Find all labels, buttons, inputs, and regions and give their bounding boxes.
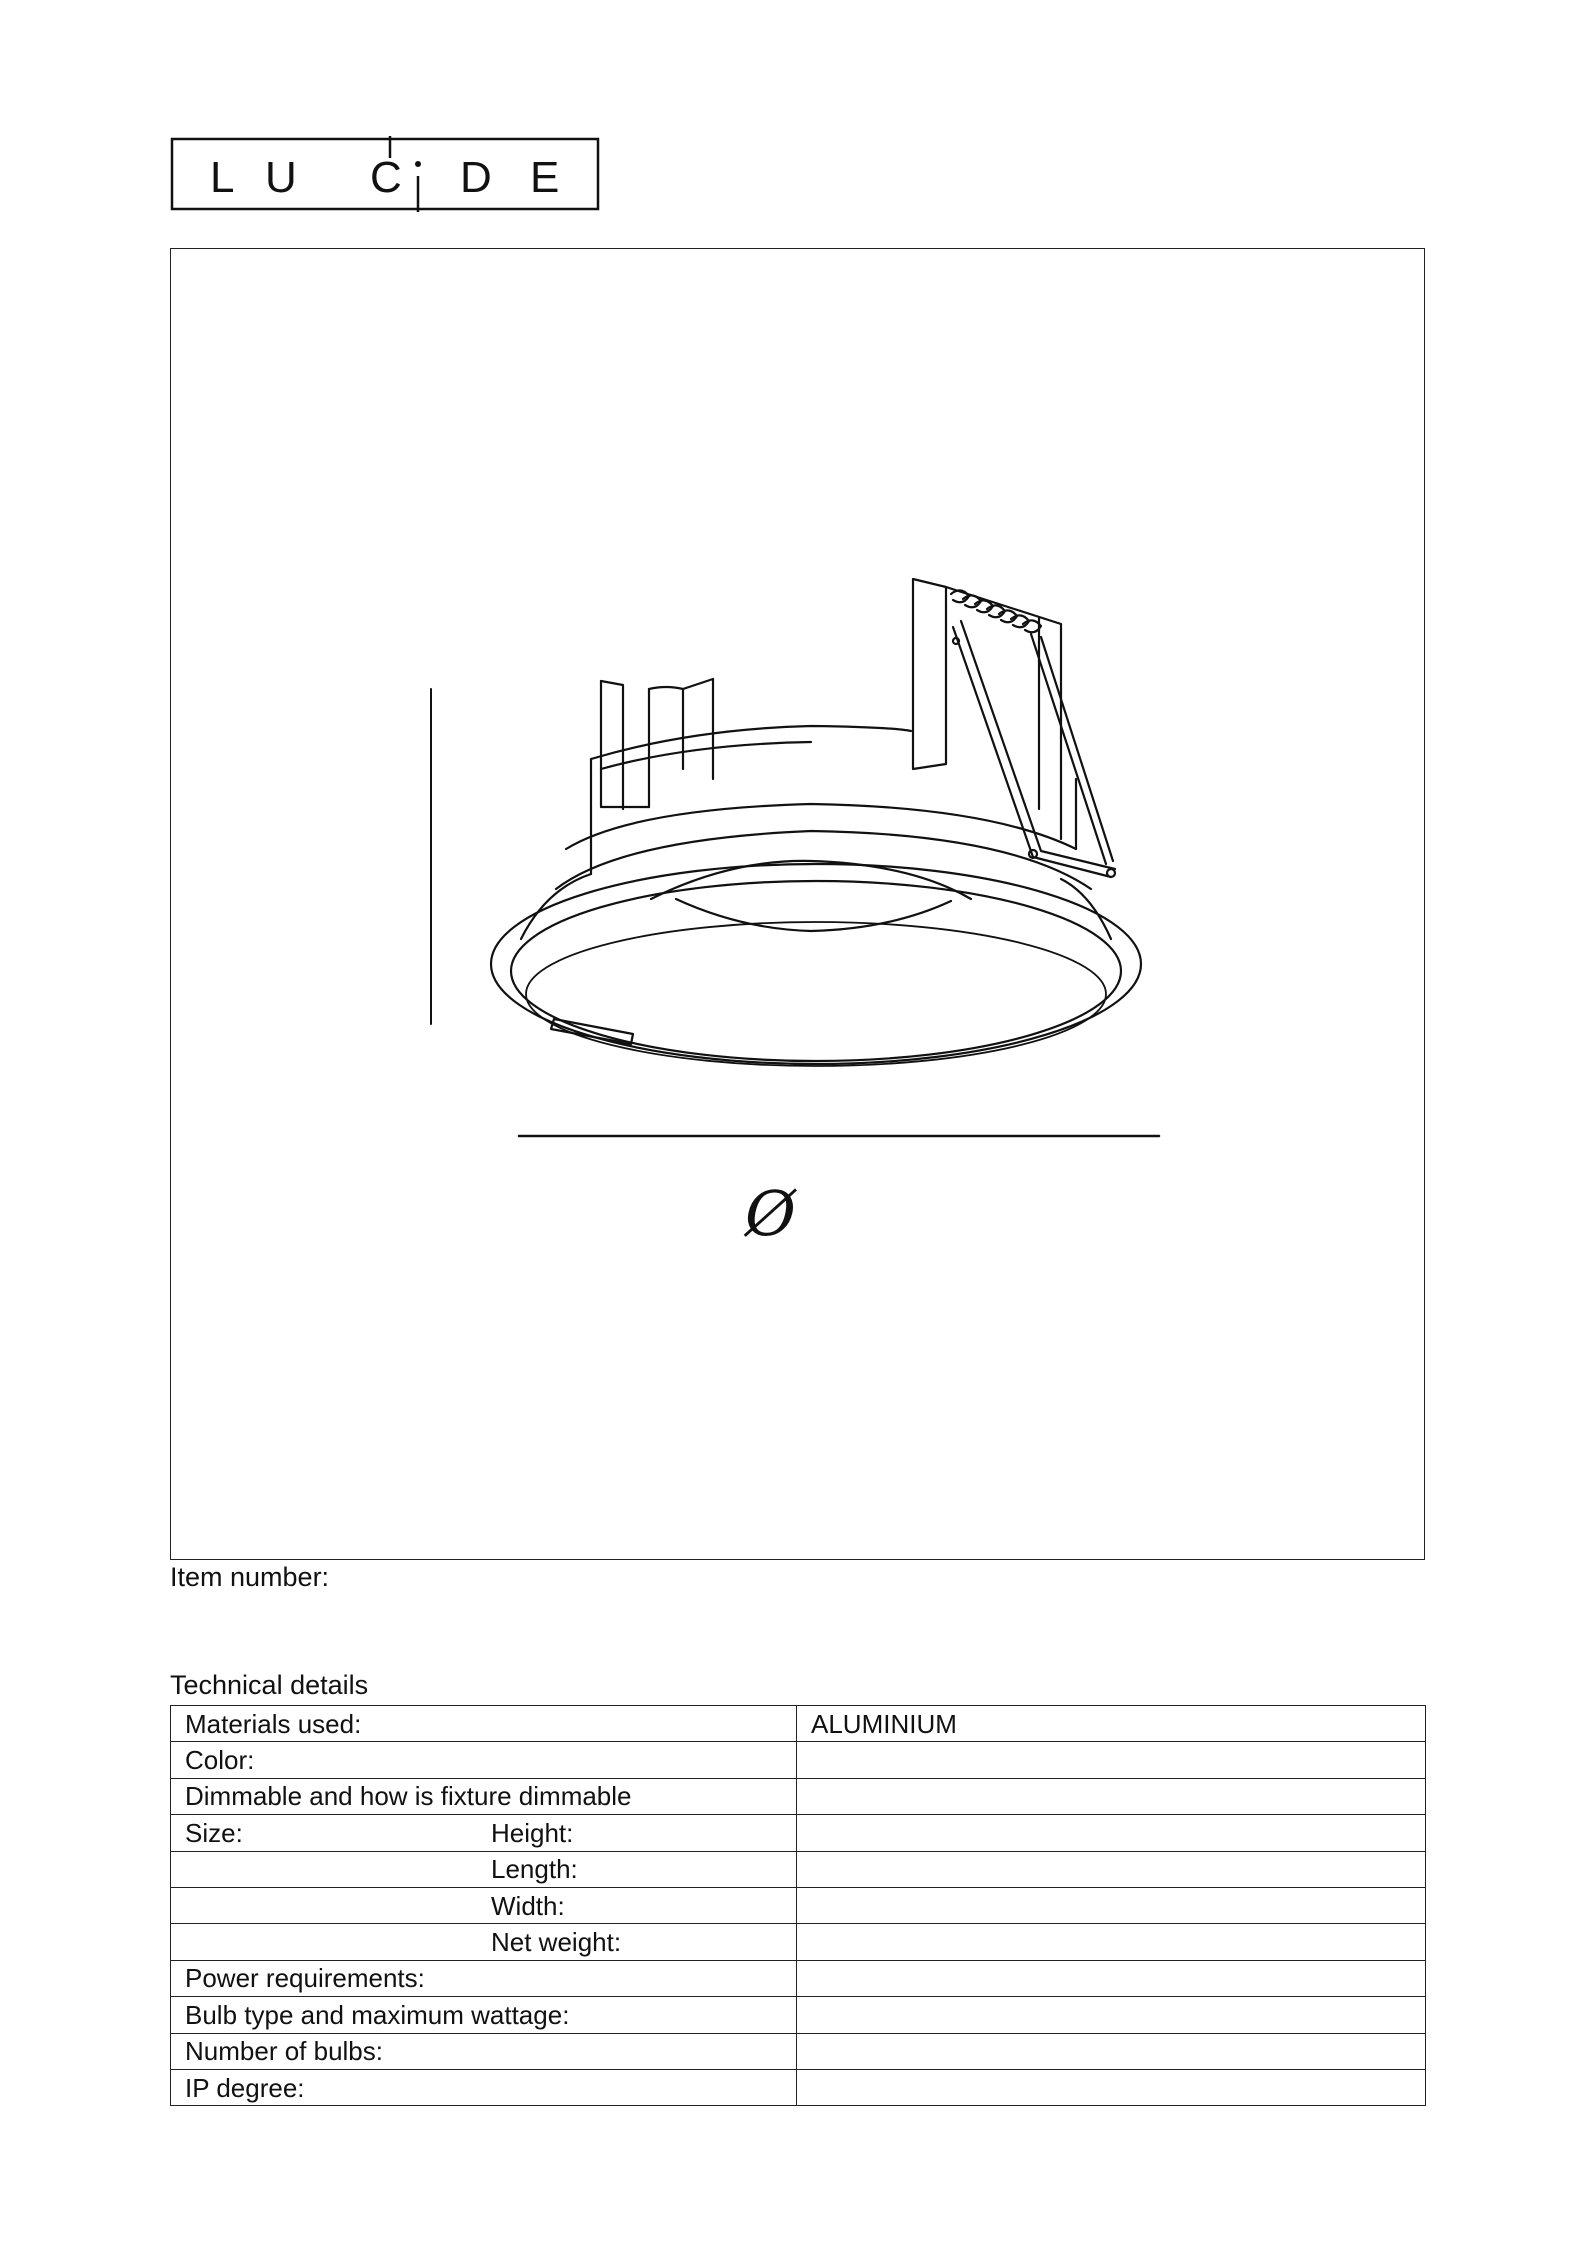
spec-label-cell <box>171 1815 797 1851</box>
item-number-label <box>170 1562 329 1593</box>
spec-value-cell <box>797 1851 1426 1887</box>
spec-sublabel: Net weight: <box>491 1927 622 1958</box>
table-row <box>171 1997 1426 2033</box>
spec-label: Size: <box>185 1817 243 1848</box>
logo-letter: D <box>460 153 492 202</box>
product-drawing-frame <box>170 248 1425 1560</box>
spec-value-cell <box>797 1960 1426 1996</box>
recessed-spotlight-icon <box>171 249 1426 1561</box>
table-row <box>171 1851 1426 1887</box>
table-row <box>171 1742 1426 1778</box>
spec-label-cell <box>171 1778 797 1814</box>
spec-value-cell <box>797 1815 1426 1851</box>
spec-label-cell <box>171 1742 797 1778</box>
spec-label-cell <box>171 2069 797 2105</box>
item-number-label-text: Item number: <box>170 1562 330 1592</box>
spec-value-cell <box>797 2033 1426 2069</box>
table-row <box>171 1815 1426 1851</box>
table-row <box>171 1778 1426 1814</box>
diameter-symbol: Ø <box>745 1177 796 1250</box>
table-row <box>171 2069 1426 2105</box>
spec-value-cell <box>797 1742 1426 1778</box>
brand-logo <box>170 136 600 212</box>
spec-label-cell <box>171 1706 797 1742</box>
logo-letter: U <box>265 153 297 202</box>
spec-label-cell <box>171 1887 797 1923</box>
spec-value-cell: ALUMINIUM <box>797 1706 1426 1742</box>
spec-label: Color: <box>185 1745 255 1776</box>
spec-label-cell <box>171 1924 797 1960</box>
logo-letter: C <box>370 153 402 202</box>
spec-label: Number of bulbs: <box>185 2036 383 2067</box>
table-row <box>171 1924 1426 1960</box>
spec-label-cell <box>171 1851 797 1887</box>
technical-details-table <box>170 1705 1426 2106</box>
logo-letter: E <box>530 153 560 202</box>
spec-value-cell <box>797 1997 1426 2033</box>
table-row <box>171 1887 1426 1923</box>
spec-sublabel: Length: <box>491 1854 578 1885</box>
spec-label-cell <box>171 2033 797 2069</box>
spec-label: Materials used: <box>185 1708 362 1739</box>
spec-value-cell <box>797 1924 1426 1960</box>
spec-label: IP degree: <box>185 2072 305 2103</box>
spec-value-cell <box>797 1887 1426 1923</box>
table-row <box>171 2033 1426 2069</box>
lucide-logo-mark <box>170 136 600 212</box>
spec-label: Power requirements: <box>185 1963 425 1994</box>
spec-sublabel: Width: <box>491 1890 565 1921</box>
spec-value-cell <box>797 1778 1426 1814</box>
spec-label-cell <box>171 1997 797 2033</box>
technical-details-heading: Technical details <box>170 1670 369 1700</box>
spec-sublabel: Height: <box>491 1817 574 1848</box>
table-row <box>171 1960 1426 1996</box>
spec-label-cell <box>171 1960 797 1996</box>
spec-label: Dimmable and how is fixture dimmable <box>185 1781 632 1812</box>
table-row <box>171 1706 1426 1742</box>
spec-value-cell <box>797 2069 1426 2105</box>
logo-letter: L <box>210 153 235 202</box>
spec-label: Bulb type and maximum wattage: <box>185 1999 570 2030</box>
